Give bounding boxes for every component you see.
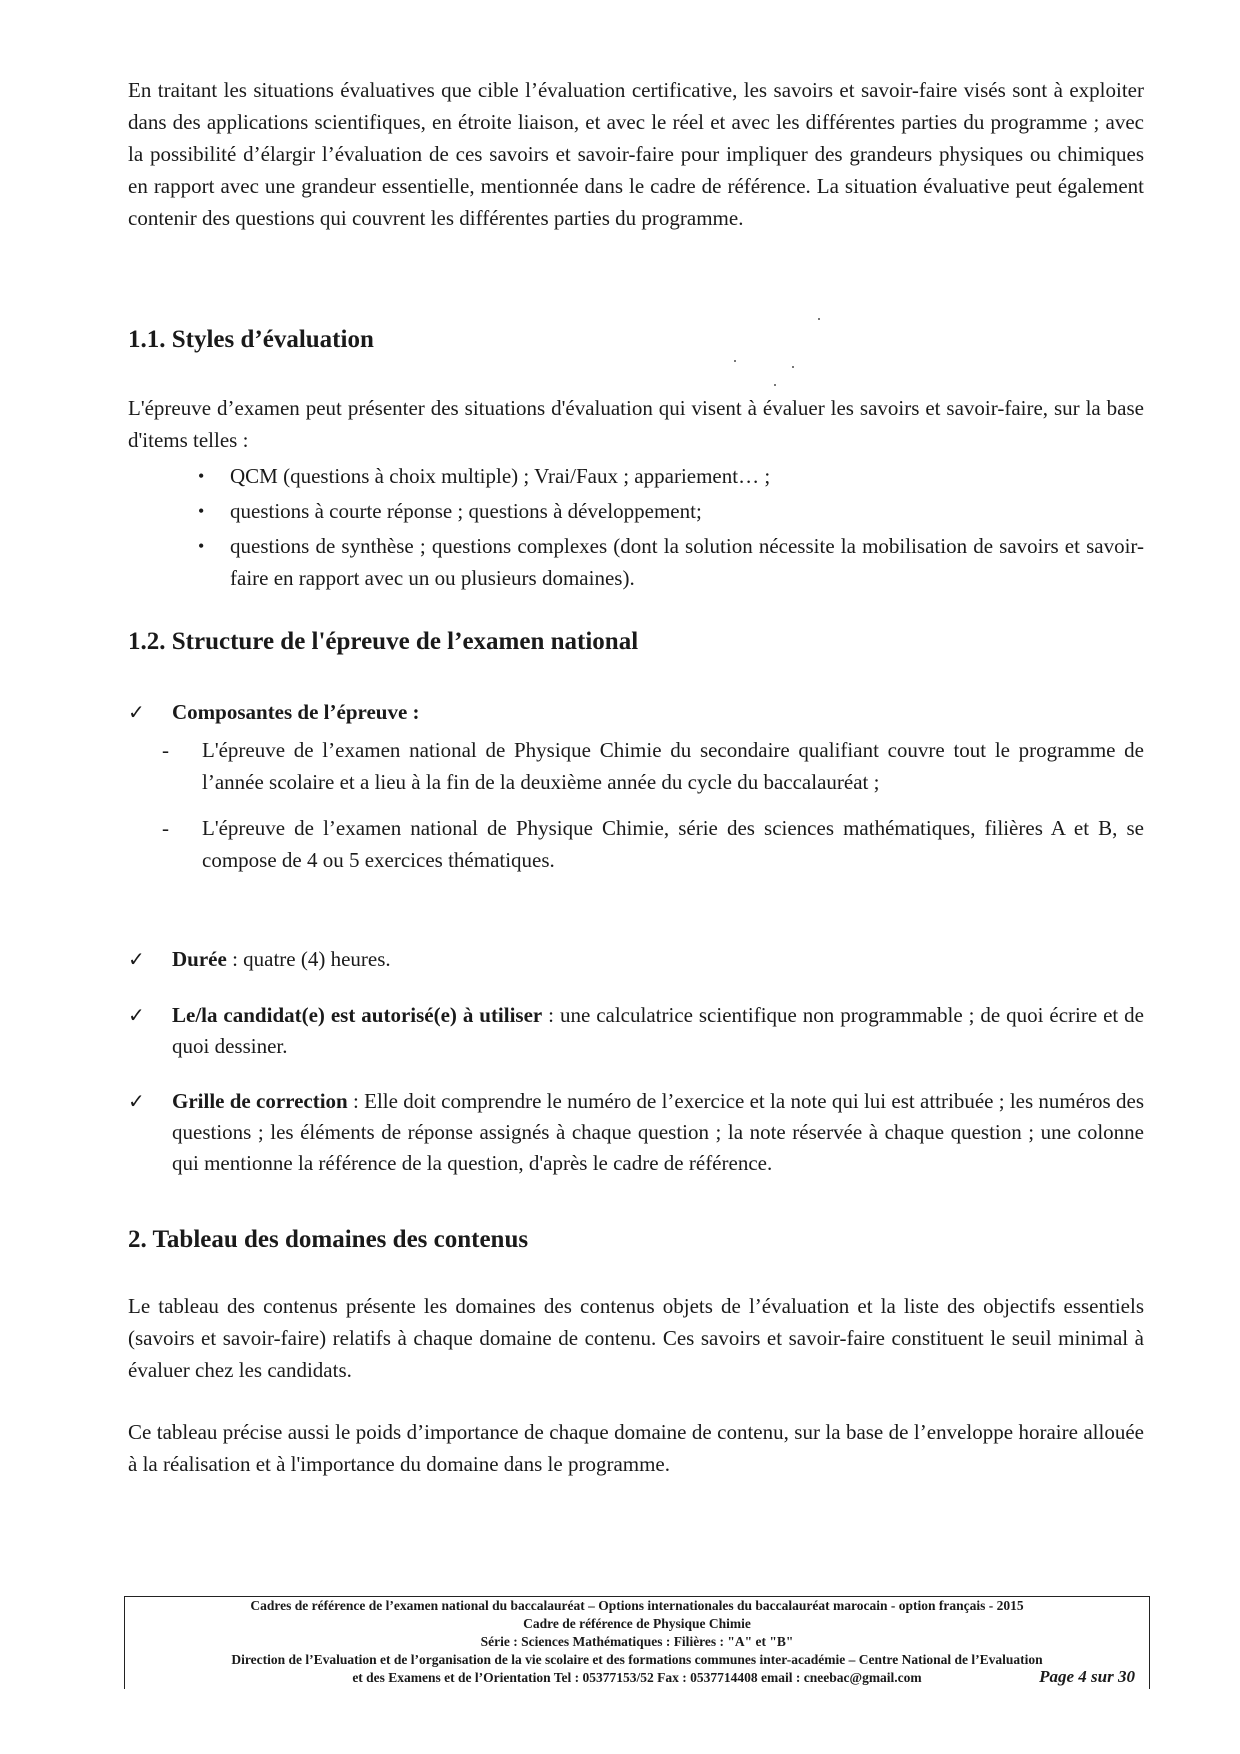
scan-speck <box>792 366 794 368</box>
list-item: - L'épreuve de l’examen national de Physique Chimie du secondaire qualifiant couvre tout le programme de l’année scolaire et a lieu à la fin de la deuxième année du cycle du baccalauréat ; <box>160 734 1144 798</box>
grille-text: : Elle doit comprendre le numéro de l’exercice et la note qui lui est attribuée ; les numéros des questions ; les éléments de réponse assignés à chaque question ; la note réservée à chaque question ; une colonne qui mentionne la référence de la question, d'après le cadre de référence. <box>172 1089 1144 1175</box>
list-item: • questions de synthèse ; questions complexes (dont la solution nécessite la mobilisation de savoirs et savoir-faire en rapport avec un ou plusieurs domaines). <box>196 530 1144 594</box>
grille-label: Grille de correction <box>172 1089 348 1113</box>
dash-icon: - <box>162 738 169 762</box>
dash-icon: - <box>162 816 169 840</box>
duree-label: Durée <box>172 947 227 971</box>
footer-line-3: Série : Sciences Mathématiques : Filières : "A" et "B" <box>480 1634 794 1649</box>
scan-speck <box>818 318 820 320</box>
section-2-paragraph-2: Ce tableau précise aussi le poids d’importance de chaque domaine de contenu, sur la base de l’enveloppe horaire allouée à la réalisation et à l'importance du domaine dans le programme. <box>128 1420 1144 1476</box>
footer-line-5 <box>125 1669 1149 1687</box>
composantes-item <box>128 697 1144 728</box>
section-2-paragraph-1: Le tableau des contenus présente les domaines des contenus objets de l’évaluation et la liste des objectifs essentiels (savoirs et savoir-faire) relatifs à chaque domaine de contenu. Ces savoirs et savoir-faire constituent le seuil minimal à évaluer chez les candidats. <box>128 1294 1144 1382</box>
footer-line-4: Direction de l’Evaluation et de l’organisation de la vie scolaire et des formations communes inter-académie – Centre National de l’Evaluation <box>231 1652 1043 1667</box>
candidat-label: Le/la candidat(e) est autorisé(e) à utiliser <box>172 1003 543 1027</box>
section-1-1-paragraph: L'épreuve d’examen peut présenter des situations d'évaluation qui visent à évaluer les savoirs et savoir-faire, sur la base d'items telles : <box>128 396 1144 452</box>
candidat-item <box>128 1000 1144 1062</box>
section-2-heading: 2. Tableau des domaines des contenus <box>128 1226 529 1253</box>
page-footer <box>124 1596 1150 1689</box>
checkmark-icon: ✓ <box>128 700 145 724</box>
grille-item <box>128 1086 1144 1179</box>
section-1-1-heading: 1.1. Styles d’évaluation <box>128 326 374 353</box>
candidat-text: : une calculatrice scientifique non programmable ; de quoi écrire et de quoi dessiner. <box>172 1003 1145 1058</box>
footer-line-2: Cadre de référence de Physique Chimie <box>523 1616 751 1631</box>
bullet-icon: • <box>198 501 205 521</box>
list-item: • QCM (questions à choix multiple) ; Vrai/Faux ; appariement… ; <box>196 460 1144 492</box>
checkmark-icon: ✓ <box>128 1089 145 1113</box>
bullet-icon: • <box>198 536 205 556</box>
footer-contact: et des Examens et de l’Orientation Tel : 05377153/52 Fax : 0537714408 email : cneebac@gmail.com <box>352 1670 922 1685</box>
list-item: • questions à courte réponse ; questions à développement; <box>196 495 1144 527</box>
composantes-list <box>160 734 1144 890</box>
duree-item <box>128 944 1144 975</box>
scan-speck <box>774 384 776 386</box>
evaluation-styles-list <box>196 460 1144 597</box>
section-1-2-heading: 1.2. Structure de l'épreuve de l’examen national <box>128 628 639 655</box>
scan-speck <box>734 360 736 362</box>
duree-text: : quatre (4) heures. <box>226 947 391 971</box>
composantes-label: Composantes de l’épreuve : <box>172 700 420 724</box>
list-item: - L'épreuve de l’examen national de Physique Chimie, série des sciences mathématiques, filières A et B, se compose de 4 ou 5 exercices thématiques. <box>160 812 1144 876</box>
bullet-icon: • <box>198 466 205 486</box>
checkmark-icon: ✓ <box>128 947 145 971</box>
page-number: Page 4 sur 30 <box>1039 1667 1135 1686</box>
checkmark-icon: ✓ <box>128 1003 145 1027</box>
footer-line-1: Cadres de référence de l’examen national du baccalauréat – Options internationales du baccalauréat marocain - option français - 2015 <box>250 1598 1024 1613</box>
intro-paragraph: En traitant les situations évaluatives que cible l’évaluation certificative, les savoirs et savoir-faire visés sont à exploiter dans des applications scientifiques, en étroite liaison, et avec le réel et avec les différentes parties du programme ; avec la possibilité d’élargir l’évaluation de ces savoirs et savoir-faire pour impliquer des grandeurs physiques ou chimiques en rapport avec une grandeur essentielle, mentionnée dans le cadre de référence. La situation évaluative peut également contenir des questions qui couvrent les différentes parties du programme. <box>128 78 1144 230</box>
